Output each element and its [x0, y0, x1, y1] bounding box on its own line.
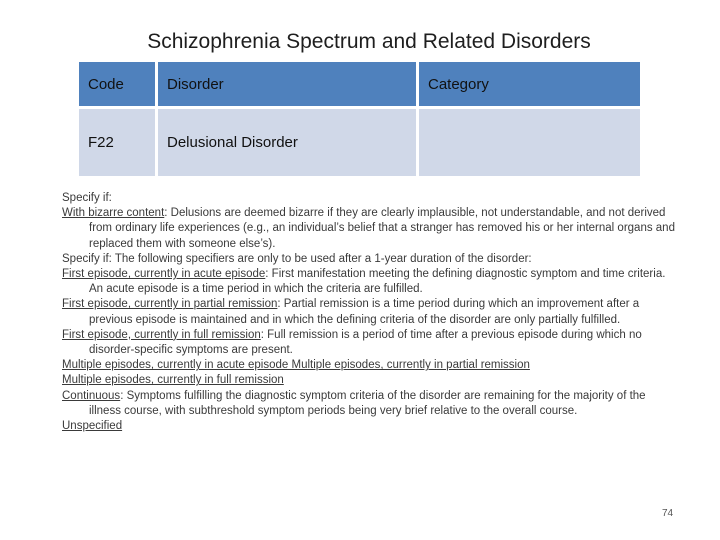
specifier-line — [62, 419, 680, 434]
specifier-text: : Symptoms fulfilling the diagnostic symptom criteria of the disorder are remaining for the majority of the illness course, with subthreshold symptom periods being very brief relative to the overall course. — [89, 389, 646, 417]
specifier-text: : Partial remission is a time period during which an improvement after a previous episode is maintained and in which the defining criteria of the disorder are only partially fulfilled. — [89, 298, 640, 326]
specifier-text: Specify if: — [62, 192, 112, 204]
table-header-row — [79, 62, 640, 106]
specifier-label: First episode, currently in full remission — [62, 328, 261, 341]
specifier-line — [62, 206, 680, 252]
specifier-label: Continuous — [62, 389, 121, 402]
specifier-line — [62, 297, 680, 327]
header-code: Code — [79, 62, 155, 106]
slide-title: Schizophrenia Spectrum and Related Disorders — [147, 30, 591, 53]
specifier-list — [62, 191, 680, 434]
specifier-line — [62, 373, 680, 388]
specifier-label: Multiple episodes, currently in acute episode Multiple episodes, currently in partial remission — [62, 359, 530, 372]
page-number: 74 — [662, 508, 674, 519]
specifier-text: : Delusions are deemed bizarre if they are clearly implausible, not understandable, and not derived from ordinary life experiences (e.g., an individual’s belief that a stranger has removed his or her internal organs and replaced them with someone else’s). — [89, 207, 675, 250]
table-row — [79, 109, 640, 176]
specifier-line — [62, 389, 680, 419]
specifier-line — [62, 191, 680, 206]
specifier-line — [62, 252, 680, 267]
specifier-text: Specify if: The following specifiers are only to be used after a 1-year duration of the disorder: — [62, 252, 532, 265]
specifier-label: With bizarre content — [62, 207, 165, 220]
specifier-line — [62, 358, 680, 373]
disorder-table — [76, 59, 643, 179]
specifier-label: First episode, currently in partial remission — [62, 298, 278, 311]
specifier-line — [62, 328, 680, 358]
header-disorder: Disorder — [158, 62, 416, 106]
specifier-label: Multiple episodes, currently in full remission — [62, 374, 284, 387]
specifier-label: First episode, currently in acute episode — [62, 268, 266, 281]
specifier-line — [62, 267, 680, 297]
cell-code: F22 — [79, 109, 155, 176]
cell-category — [419, 109, 640, 176]
specifier-label: Unspecified — [62, 420, 123, 433]
specifier-text: : First manifestation meeting the defining diagnostic symptom and time criteria. An acute episode is a time period in which the criteria are fulfilled. — [89, 268, 666, 296]
cell-disorder: Delusional Disorder — [158, 109, 416, 176]
specifier-text: : Full remission is a period of time after a previous episode during which no disorder-specific symptoms are present. — [89, 328, 642, 357]
header-category: Category — [419, 62, 640, 106]
